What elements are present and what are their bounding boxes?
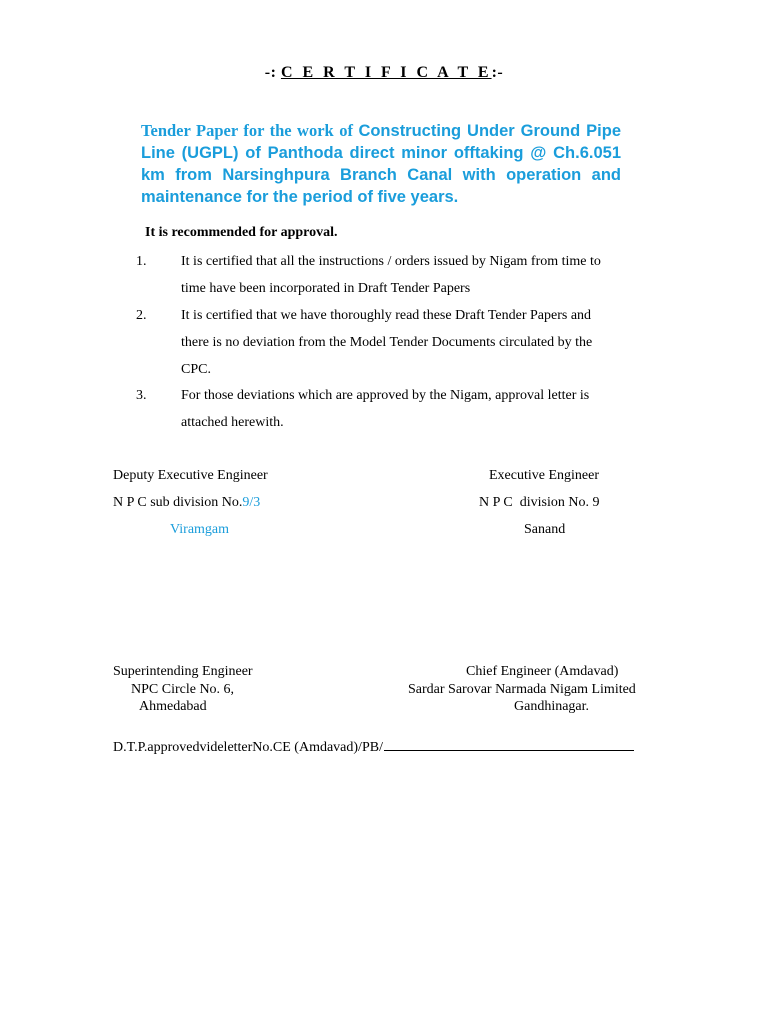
list-item-number: 1.: [136, 254, 147, 269]
list-item-number: 3.: [136, 388, 147, 403]
chief-engineer-organisation: Sardar Sarovar Narmada Nigam Limited: [408, 682, 636, 697]
chief-engineer-designation: Chief Engineer (Amdavad): [466, 664, 619, 679]
list-item-line: attached herewith.: [181, 415, 284, 430]
executive-engineer-division: N P C division No. 9: [479, 495, 600, 510]
approval-reference-text: D.T.P.approvedvideletterNo.CE (Amdavad)/PB/: [113, 740, 383, 755]
list-item-line: time have been incorporated in Draft Tender Papers: [181, 281, 471, 296]
list-item-line: there is no deviation from the Model Tender Documents circulated by the: [181, 335, 593, 350]
recommendation-text: It is recommended for approval.: [145, 225, 338, 240]
list-item-line: It is certified that all the instructions / orders issued by Nigam from time to: [181, 254, 601, 269]
deputy-engineer-division: [113, 495, 260, 511]
executive-engineer-designation: Executive Engineer: [489, 468, 600, 483]
superintending-engineer-designation: Superintending Engineer: [113, 664, 253, 679]
deputy-engineer-place: Viramgam: [170, 522, 230, 537]
deputy-division-number: 9/3: [242, 495, 261, 510]
superintending-engineer-place: Ahmedabad: [139, 699, 207, 714]
approval-reference-line: [113, 736, 634, 756]
approval-reference-blank: [384, 736, 634, 751]
executive-engineer-place: Sanand: [524, 522, 566, 537]
deputy-division-prefix: N P C sub division No.: [113, 495, 243, 510]
tender-heading-intro: Tender Paper for the work of: [141, 121, 359, 140]
chief-engineer-place: Gandhinagar.: [514, 699, 590, 714]
certificate-title: [0, 64, 768, 82]
list-item-line: For those deviations which are approved by the Nigam, approval letter is: [181, 388, 590, 403]
title-word: C E R T I F I C A T E: [280, 64, 492, 81]
list-item-line: It is certified that we have thoroughly read these Draft Tender Papers and: [181, 308, 592, 323]
tender-heading-work: Constructing Under Ground Pipe Line (UGPL) of Panthoda direct minor offtaking @ Ch.6.051 km from Narsinghpura Branch Canal with operation and maintenance for the period of five years.: [141, 122, 622, 206]
list-item-line: CPC.: [181, 362, 211, 377]
deputy-engineer-designation: Deputy Executive Engineer: [113, 468, 268, 483]
tender-heading: [141, 120, 621, 208]
superintending-engineer-circle: NPC Circle No. 6,: [131, 682, 235, 697]
title-prefix: -:: [264, 64, 281, 81]
title-suffix: :-: [491, 64, 504, 81]
list-item-number: 2.: [136, 308, 147, 323]
